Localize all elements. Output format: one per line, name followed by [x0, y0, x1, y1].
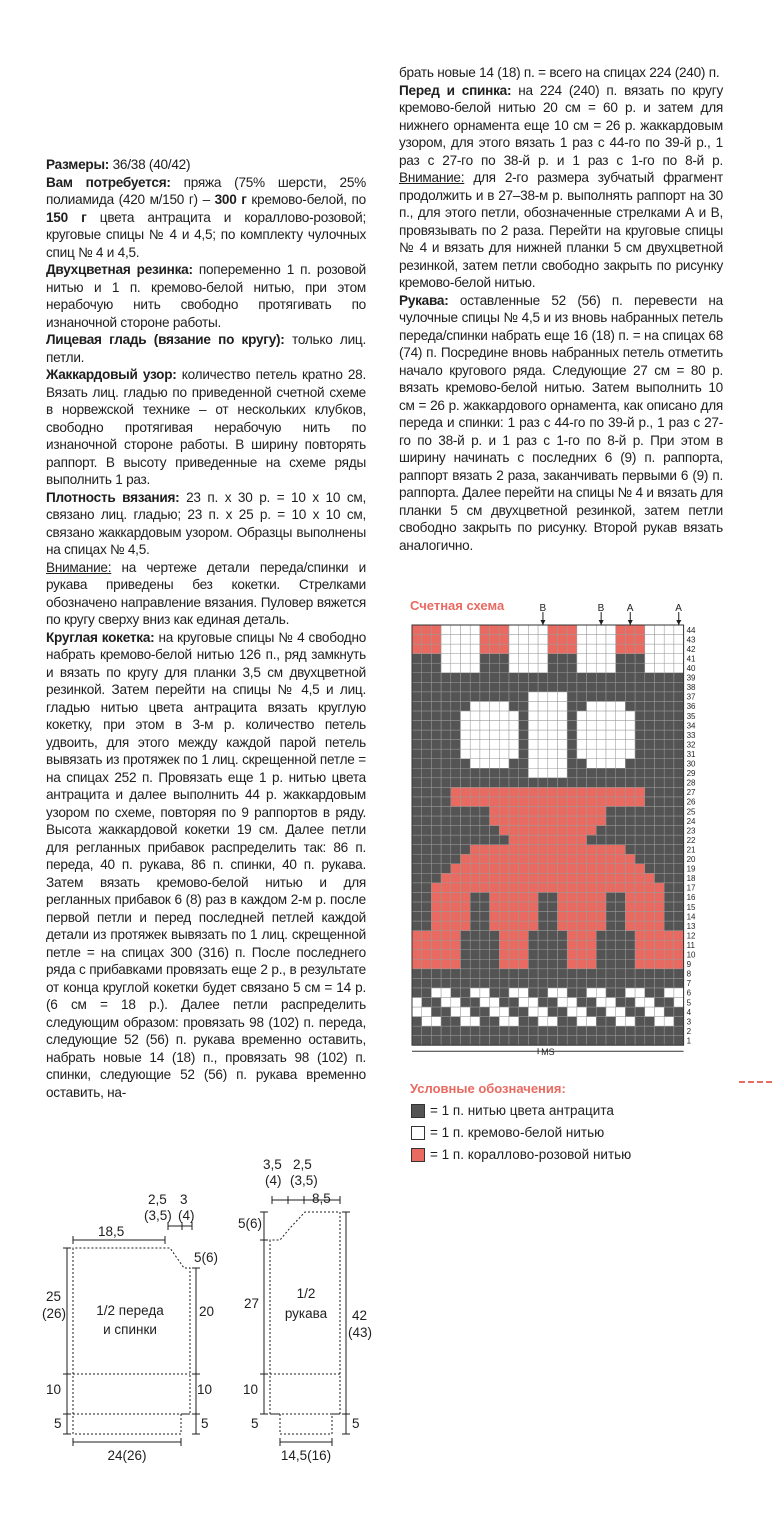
materials-text: пряжа (75% шерсти, 25% полиамида (420 м/150 г) – [46, 174, 366, 207]
sleeve-title-2: рукава [284, 1306, 328, 1321]
sleeve-height: 27 [244, 1296, 260, 1311]
materials-text: кремово-белой, по [246, 192, 366, 207]
chart-row-number: 22 [686, 835, 696, 845]
sleeve-top-3: 8,5 [312, 1191, 331, 1206]
sleeve-top-2b: (3,5) [290, 1173, 318, 1188]
chart-row-number: 36 [686, 702, 696, 712]
front-back-attention: Внимание: [399, 170, 465, 185]
chart-row-number: 33 [686, 730, 696, 740]
front-rib-right: 5 [201, 1416, 209, 1431]
chart-arrow-label: A [675, 603, 682, 614]
front-back-text: для 2-го размера зубчатый фрагмент продолжить и в 27–38-м р. выполнять раппорт на 30 п., для этого петли, обозначенные стрелками А и В, провязывать по 2 раза. Перейти на круговые спицы № 4 и вязать для нижней планки 5 см двухцветной резинкой, затем петли свободно закрыть по рисунку кремово-белой нитью. [399, 170, 723, 290]
chart-row-number: 4 [686, 1007, 692, 1017]
chart-row-number: 34 [686, 721, 696, 731]
front-width: 24(26) [107, 1448, 147, 1463]
chart-title: Счетная схема [410, 598, 505, 613]
chart-row-number: 38 [686, 683, 696, 693]
chart-row-number: 13 [686, 921, 696, 931]
chart-row-number: 26 [686, 797, 696, 807]
jacquard-label: Жаккардовый узор: [46, 367, 177, 382]
sleeve-cap: 5(6) [238, 1216, 263, 1231]
chart-arrow-label: A [626, 603, 634, 614]
jacquard-text: количество петель кратно 28. Вязать лиц. гладью по приведенной счетной схеме в норвежской технике – от нескольких клубков, свободно протягивая нерабочую нить по изнаночной стороне работы. В ширину повторять раппорт. В высоту приведенные на схеме ряды выполнить 1 раз. [46, 367, 366, 487]
front-shoulder: 5(6) [194, 1250, 219, 1265]
chart-row-number: 7 [686, 979, 692, 989]
sleeve-top-1b: (4) [265, 1173, 282, 1188]
sleeve-top-2: 2,5 [293, 1157, 312, 1172]
stockinette-text: только лиц. петли. [46, 332, 366, 365]
yoke-text: на круговые спицы № 4 свободно набрать кремово-белой нитью 126 п., ряд замкнуть и вязать по кругу для планки 3,5 см двухцветной резинкой. Затем перейти на спицы № 4,5 и лиц. гладью нитью цвета антрацита вязать круглую кокетку, при этом в 3-м р. количество петель удвоить, для этого между каждой парой петель вывязать из протяжек по 1 лиц. скрещенной петле = на спицах 252 п. Провязать еще 1 р. нитью цвета антрацита и далее выполнить 44 р. жаккардовым узором по схеме, повторяя по 9 раппортов в ряду. Высота жаккардовой кокетки 19 см. Далее петли для регланных прибавок распределить так: 86 п. переда, 40 п. рукава, 86 п. спинки, 40 п. рукава. Затем вязать кремово-белой нитью и для регланных прибавок 6 (8) раз в каждом 2-м р. после первой петли и перед последней петлей каждой детали из протяжек вывязать по 1 лиц. скрещенной петле = на спицах 300 (316) п. После последнего ряда с прибавками провязать еще 2 р., в результате от конца круглой кокетки будет связано 5 см = 14 р. (6 см = 18 р.). Далее петли распределить следующим образом: провязать 98 (102) п. переда, следующие 52 (56) п. рукава временно оставить, набрать новые 14 (18) п., провязать 98 (102) п. спинки, следующие 52 (56) п. рукава временно оставить, на- [46, 629, 367, 1100]
sleeves-label: Рукава: [399, 292, 449, 308]
chart-row-number: 42 [686, 644, 696, 654]
sleeve-total-b: (43) [348, 1325, 373, 1340]
attention-text: на чертеже детали переда/спинки и рукава приведены без кокетки. Стрелками обозначено направление вязания. Пуловер вяжется по кругу сверху вниз как единая деталь. [46, 559, 366, 627]
chart-row-number: 31 [686, 749, 696, 759]
chart-row-number: 40 [686, 664, 696, 673]
front-neck-2b: (4) [178, 1208, 195, 1223]
gauge-label: Плотность вязания: [46, 489, 180, 505]
chart-row-number: 10 [686, 950, 696, 960]
chart-row-number: 14 [686, 912, 696, 922]
chart-row-number: 43 [686, 635, 696, 645]
front-height-b: (26) [42, 1306, 67, 1321]
materials-amount-cream: 300 г [214, 192, 247, 207]
chart-row-number: 9 [686, 960, 692, 970]
front-neck-1b: (3,5) [144, 1208, 172, 1223]
sleeve-top-1: 3,5 [263, 1157, 282, 1172]
rib-label: Двухцветная резинка: [46, 262, 193, 277]
chart-row-number: 30 [686, 759, 696, 769]
front-back-text: на 224 (240) п. вязать по кругу кремово-белой нитью 20 см = 60 р. и затем для нижнего орнамента еще 10 см = 26 р. жаккардовым узором, для этого вязать 1 раз с 44-го по 39-й р., 1 раз с 27-го по 38-й р. и 1 раз с 1-го по 8-й р. [399, 82, 723, 168]
front-hem-left: 10 [46, 1382, 62, 1397]
sizes-label: Размеры: [46, 157, 110, 172]
chart-row-number: 8 [686, 969, 692, 979]
legend-text: = 1 п. кораллово-розовой нитью [430, 1147, 632, 1162]
materials-label: Вам потребуется: [46, 174, 171, 190]
chart-row-number: 37 [686, 692, 696, 702]
front-neck-1: 2,5 [148, 1192, 167, 1207]
chart-row-number: 16 [686, 893, 696, 903]
chart-row-number: 15 [686, 902, 696, 912]
chart-row-number: 19 [686, 864, 696, 874]
legend-text: = 1 п. нитью цвета антрацита [430, 1103, 614, 1118]
front-rib-left: 5 [54, 1416, 62, 1431]
front-title-1: 1/2 переда [96, 1303, 164, 1318]
chart-row-number: 23 [686, 826, 696, 836]
chart-row-number: 28 [686, 778, 696, 788]
chart-row-number: 17 [686, 883, 696, 893]
front-hem-right: 10 [197, 1382, 213, 1397]
front-title-2: и спинки [103, 1322, 157, 1337]
chart-row-number: 27 [686, 788, 696, 798]
front-height: 25 [46, 1289, 62, 1304]
chart-row-number: 39 [686, 673, 696, 683]
chart-row-number: 24 [686, 816, 696, 826]
attention-label: Внимание: [46, 559, 112, 575]
chart-row-number: 20 [686, 855, 696, 864]
continuation-text: брать новые 14 (18) п. = всего на спицах 224 (240) п. [399, 65, 720, 80]
yoke-label: Круглая кокетка: [46, 629, 155, 645]
chart-row-number: 3 [686, 1017, 692, 1027]
front-top-width: 18,5 [98, 1224, 125, 1239]
sleeves-text: оставленные 52 (56) п. перевести на чулочные спицы № 4,5 и из вновь набранных петель переда/спинки набрать еще 16 (18) п. = на спицах 68 (74) п. Посредине вновь набранных петель отметить начало кругового ряда. Следующие 27 см = 80 р. вязать кремово-белой нитью. Затем выполнить 10 см = 26 р. жаккардового орнамента, как описано для переда и спинки: 1 раз с 44-го по 39-й р., 1 раз с 27-го по 38-й р. и 1 раз с 1-го по 8-й р. При этом в ширину начинать с последних 6 (9) п. раппорта, раппорт вязать 2 раза, заканчивать первыми 6 (9) п. раппорта. Далее перейти на спицы № 4 и вязать для планки 5 см двухцветной резинкой, затем петли свободно закрыть по рисунку. Второй рукав вязать аналогично. [399, 292, 723, 553]
legend-title: Условные обозначения: [410, 1081, 566, 1096]
sleeve-width: 14,5(16) [280, 1448, 332, 1463]
front-back-label: Перед и спинка: [399, 82, 512, 98]
chart-row-number: 6 [686, 988, 692, 998]
chart-row-number: 21 [686, 845, 696, 855]
rib-text: попеременно 1 п. розовой нитью и 1 п. кремово-белой нитью, при этом нерабочую нить свободно протягивать по изнаночной стороне работы. [46, 262, 366, 330]
chart-row-number: 35 [686, 711, 696, 721]
materials-text: цвета антрацита и кораллово-розовой; круговые спицы № 4 и 4,5; по комплекту чулочных спиц № 4 и 4,5. [46, 209, 366, 260]
stockinette-label: Лицевая гладь (вязание по кругу): [46, 332, 285, 347]
sleeve-total: 42 [352, 1308, 368, 1323]
materials-amount-other: 150 г [46, 209, 87, 225]
chart-row-number: 44 [686, 625, 696, 635]
chart-row-number: 12 [686, 931, 696, 941]
sleeve-rib-left: 5 [251, 1416, 259, 1431]
front-neck-2: 3 [180, 1192, 188, 1207]
chart-row-number: 25 [686, 807, 696, 817]
chart-row-number: 11 [686, 940, 695, 950]
chart-row-number: 18 [686, 874, 696, 884]
sleeve-title-1: 1/2 [296, 1286, 316, 1301]
sleeve-hem: 10 [243, 1382, 259, 1397]
chart-row-number: 32 [686, 740, 696, 750]
chart-ms-label: MS [541, 1047, 555, 1058]
gauge-text: 23 п. х 30 р. = 10 х 10 см, связано лиц. гладью; 23 п. х 25 р. = 10 х 10 см, связано жаккардовым узором. Образцы выполнены на спицах № 4,5. [46, 489, 366, 557]
chart-row-number: 2 [686, 1026, 692, 1036]
legend-text: = 1 п. кремово-белой нитью [430, 1125, 605, 1140]
chart-row-number: 41 [686, 654, 696, 664]
sleeve-rib-right: 5 [352, 1416, 360, 1431]
sizes-text: 36/38 (40/42) [109, 157, 191, 172]
chart-row-number: 5 [686, 998, 692, 1008]
chart-row-number: 1 [686, 1036, 692, 1046]
front-side: 20 [199, 1304, 215, 1319]
chart-arrow-label: B [539, 603, 547, 614]
chart-arrow-label: B [597, 603, 605, 614]
chart-row-number: 29 [686, 769, 696, 779]
